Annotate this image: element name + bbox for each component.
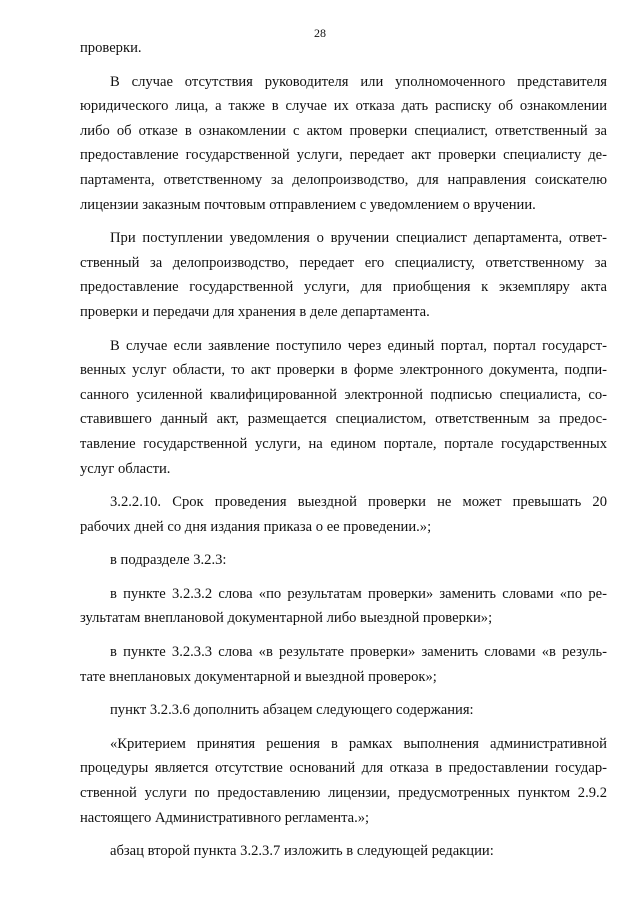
text-line: проверки и передачи для хранения в деле департамента. [80,303,430,320]
text-line: партамента, ответственному за делопроизводство, для направления соискателю [80,171,607,188]
text-line: в пункте 3.2.3.3 слова «в результате проверки» заменить словами «в резуль- [110,644,607,661]
text-line: рабочих дней со дня издания приказа о ее проведении.»; [80,518,432,535]
paragraph [80,70,607,218]
text-line: ставившего данный акт, размещается специалистом, ответственным за предос- [80,411,607,428]
paragraph [80,226,607,324]
paragraph [80,490,607,539]
text-line: абзац второй пункта 3.2.3.7 изложить в следующей редакции: [110,843,494,860]
text-line: «Критерием принятия решения в рамках выполнения административной [110,735,607,752]
text-line: В случае если заявление поступило через единый портал, портал государст- [110,337,607,354]
text-line: пункт 3.2.3.6 дополнить абзацем следующего содержания: [110,702,474,719]
paragraph [80,334,607,482]
text-line: санного усиленной квалифицированной электронной подписью специалиста, со- [80,386,607,403]
document-body [80,36,607,864]
text-line: При поступлении уведомления о вручении специалист департамента, ответ- [110,230,607,247]
paragraph [80,839,607,864]
text-line: юридического лица, а также в случае их отказа дать расписку об ознакомлении [80,98,607,115]
text-line: услуг области. [80,460,171,477]
text-line: процедуры является отсутствие оснований для отказа в предоставлении государ- [80,760,607,777]
text-line: В случае отсутствия руководителя или уполномоченного представителя [110,73,607,90]
text-line: тате внеплановых документарной и выездной проверок»; [80,668,437,685]
paragraph [80,640,607,689]
paragraph [80,582,607,631]
text-line: предоставление государственной услуги, для приобщения к экземпляру акта [80,279,607,296]
paragraph [80,732,607,830]
text-line: 3.2.2.10. Срок проведения выездной проверки не может превышать 20 [110,494,607,511]
paragraph [80,36,607,61]
text-line: тавление государственной услуги, на едином портале, портале государственных [80,435,607,452]
text-line: лицензии заказным почтовым отправлением с уведомлением о вручении. [80,196,536,213]
text-line: ственный за делопроизводство, передает его специалисту, ответственному за [80,254,607,271]
page-number: 28 [314,26,326,40]
text-line: проверки. [80,40,142,56]
paragraph [80,548,607,573]
text-line: предоставление государственной услуги, передает акт проверки специалисту де- [80,147,607,164]
text-line: настоящего Административного регламента.»; [80,809,370,826]
text-line: либо об отказе в ознакомлении с актом проверки специалист, ответственный за [80,122,607,139]
paragraph [80,698,607,723]
text-line: зультатам внеплановой документарной либо выездной проверки»; [80,610,493,627]
text-line: в пункте 3.2.3.2 слова «по результатам проверки» заменить словами «по ре- [110,585,607,602]
text-line: в подразделе 3.2.3: [110,552,227,569]
text-line: ственной услуги по предоставлению лицензии, предусмотренных пунктом 2.9.2 [80,785,607,802]
text-line: венных услуг области, то акт проверки в форме электронного документа, подпи- [80,362,607,379]
